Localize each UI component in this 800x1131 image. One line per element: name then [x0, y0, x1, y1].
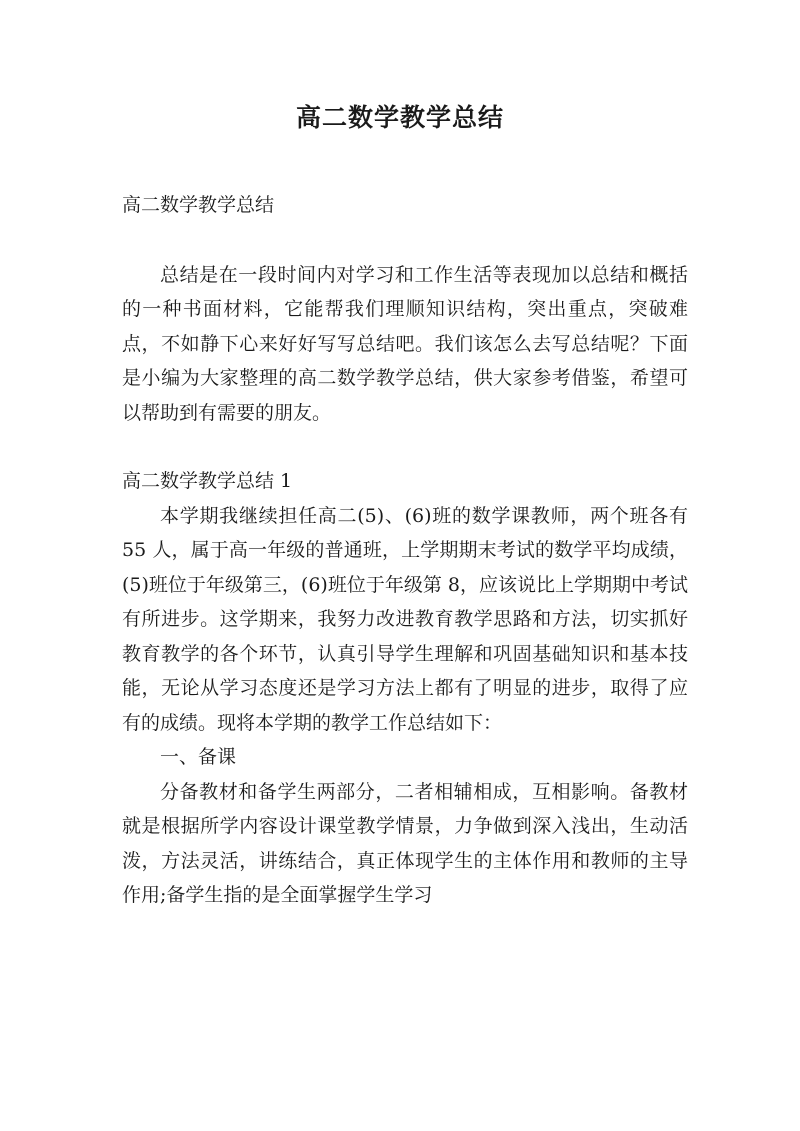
document-body [122, 188, 688, 913]
document-subtitle: 高二数学教学总结 [122, 194, 275, 216]
body-paragraph-beike: 分备教材和备学生两部分，二者相辅相成，互相影响。备教材就是根据所学内容设计课堂教学情景，力争做到深入浅出，生动活泼，方法灵活，讲练结合，真正体现学生的主体作用和教师的主导作用;备学生指的是全面掌握学生学习 [122, 780, 688, 906]
body-paragraph: 本学期我继续担任高二(5)、(6)班的数学课教师，两个班各有 55 人，属于高一年级的普通班，上学期期末考试的数学平均成绩，(5)班位于年级第三，(6)班位于年级第 8，应该说比上学期期中考试有所进步。这学期来，我努力改进教育教学思路和方法，切实抓好教育教学的各个环节，认真引导学生理解和巩固基础知识和基本技能，无论从学习态度还是学习方法上都有了明显的进步，取得了应有的成绩。现将本学期的教学工作总结如下： [122, 504, 688, 734]
section-heading: 高二数学教学总结 1 [122, 470, 293, 492]
intro-paragraph: 总结是在一段时间内对学习和工作生活等表现加以总结和概括的一种书面材料，它能帮我们理顺知识结构，突出重点，突破难点，不如静下心来好好写写总结吧。我们该怎么去写总结呢？下面是小编为大家整理的高二数学教学总结，供大家参考借鉴，希望可以帮助到有需要的朋友。 [122, 263, 688, 424]
subheading: 一、备课 [160, 746, 237, 768]
document-title: 高二数学教学总结 [295, 103, 504, 132]
